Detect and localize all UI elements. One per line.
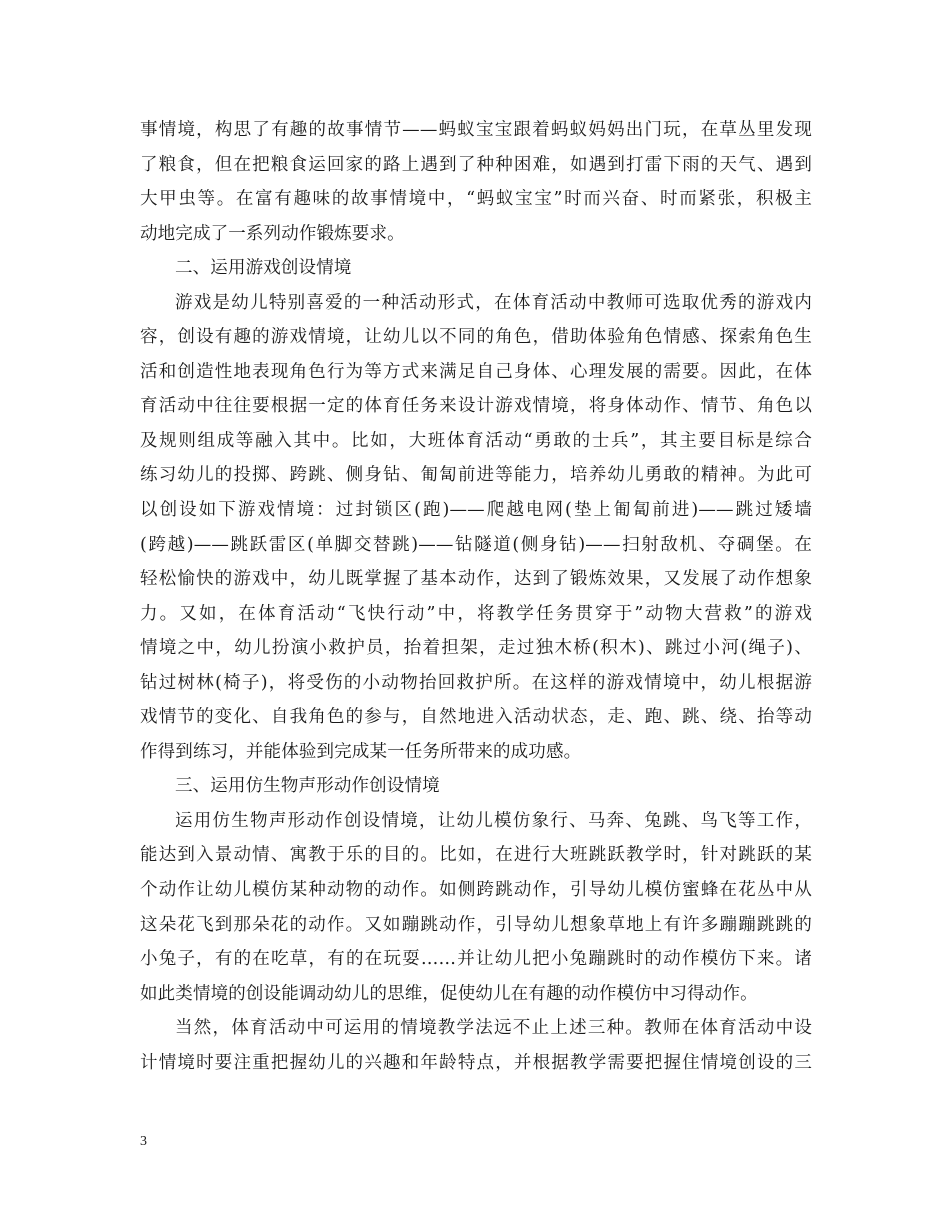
text-line: 这朵花飞到那朵花的动作。又如蹦跳动作，引导幼儿想象草地上有许多蹦蹦跳跳的: [140, 914, 812, 935]
text-line: 以创设如下游戏情境：过封锁区(跑)——爬越电网(垫上匍匐前进)——跳过矮墙: [140, 500, 812, 521]
page-number: 3: [140, 1134, 147, 1149]
text-line: 事情境，构思了有趣的故事情节——蚂蚁宝宝跟着蚂蚁妈妈出门玩，在草丛里发现: [140, 120, 812, 140]
text-line: 如此类情境的创设能调动幼儿的思维，促使幼儿在有趣的动作模仿中习得动作。: [140, 983, 758, 1004]
text-line: 练习幼儿的投掷、跨跳、侧身钻、匍匐前进等能力，培养幼儿勇敢的精神。为此可: [140, 465, 812, 486]
text-line: 动地完成了一系列动作锻炼要求。: [140, 223, 405, 244]
text-line: 能达到入景动情、寓教于乐的目的。比如，在进行大班跳跃教学时，针对跳跃的某: [140, 845, 812, 866]
text-line: 大甲虫等。在富有趣味的故事情境中，“蚂蚁宝宝”时而兴奋、时而紧张，积极主: [140, 189, 812, 210]
text-line: 育活动中往往要根据一定的体育任务来设计游戏情境，将身体动作、情节、角色以: [140, 396, 812, 417]
text-line: (跨越)——跳跃雷区(单脚交替跳)——钻隧道(侧身钻)——扫射敌机、夺碉堡。在: [140, 534, 812, 555]
text-line: 及规则组成等融入其中。比如，大班体育活动“勇敢的士兵”，其主要目标是综合: [140, 430, 812, 451]
text-line: 小兔子，有的在吃草，有的在玩耍……并让幼儿把小兔蹦跳时的动作模仿下来。诸: [140, 949, 812, 970]
text-line: 游戏是幼儿特别喜爱的一种活动形式，在体育活动中教师可选取优秀的游戏内: [175, 292, 812, 313]
section-heading: 二、运用游戏创设情境: [175, 258, 352, 279]
text-line: 了粮食，但在把粮食运回家的路上遇到了种种困难，如遇到打雷下雨的天气、遇到: [140, 154, 812, 175]
text-line: 戏情节的变化、自我角色的参与，自然地进入活动状态，走、跑、跳、绕、抬等动: [140, 707, 812, 728]
text-line: 容，创设有趣的游戏情境，让幼儿以不同的角色，借助体验角色情感、探索角色生: [140, 327, 812, 348]
text-line: 当然，体育活动中可运用的情境教学法远不止上述三种。教师在体育活动中设: [175, 1018, 812, 1039]
body-text: [140, 113, 812, 1080]
text-line: 钻过树林(椅子)，将受伤的小动物抬回救护所。在这样的游戏情境中，幼儿根据游: [140, 672, 812, 693]
text-line: 活和创造性地表现角色行为等方式来满足自己身体、心理发展的需要。因此，在体: [140, 361, 812, 382]
text-line: 轻松愉快的游戏中，幼儿既掌握了基本动作，达到了锻炼效果，又发展了动作想象: [140, 569, 812, 590]
text-line: 计情境时要注重把握幼儿的兴趣和年龄特点，并根据教学需要把握住情境创设的三: [140, 1052, 812, 1073]
section-heading: 三、运用仿生物声形动作创设情境: [175, 776, 440, 797]
text-line: 作得到练习，并能体验到完成某一任务所带来的成功感。: [140, 741, 582, 762]
text-line: 个动作让幼儿模仿某种动物的动作。如侧跨跳动作，引导幼儿模仿蜜蜂在花丛中从: [140, 880, 812, 901]
text-line: 运用仿生物声形动作创设情境，让幼儿模仿象行、马奔、兔跳、鸟飞等工作，: [175, 810, 812, 831]
text-line: 力。又如，在体育活动“飞快行动”中，将教学任务贯穿于”动物大营救”的游戏: [140, 603, 812, 624]
text-line: 情境之中，幼儿扮演小救护员，抬着担架，走过独木桥(积木)、跳过小河(绳子)、: [140, 638, 812, 659]
